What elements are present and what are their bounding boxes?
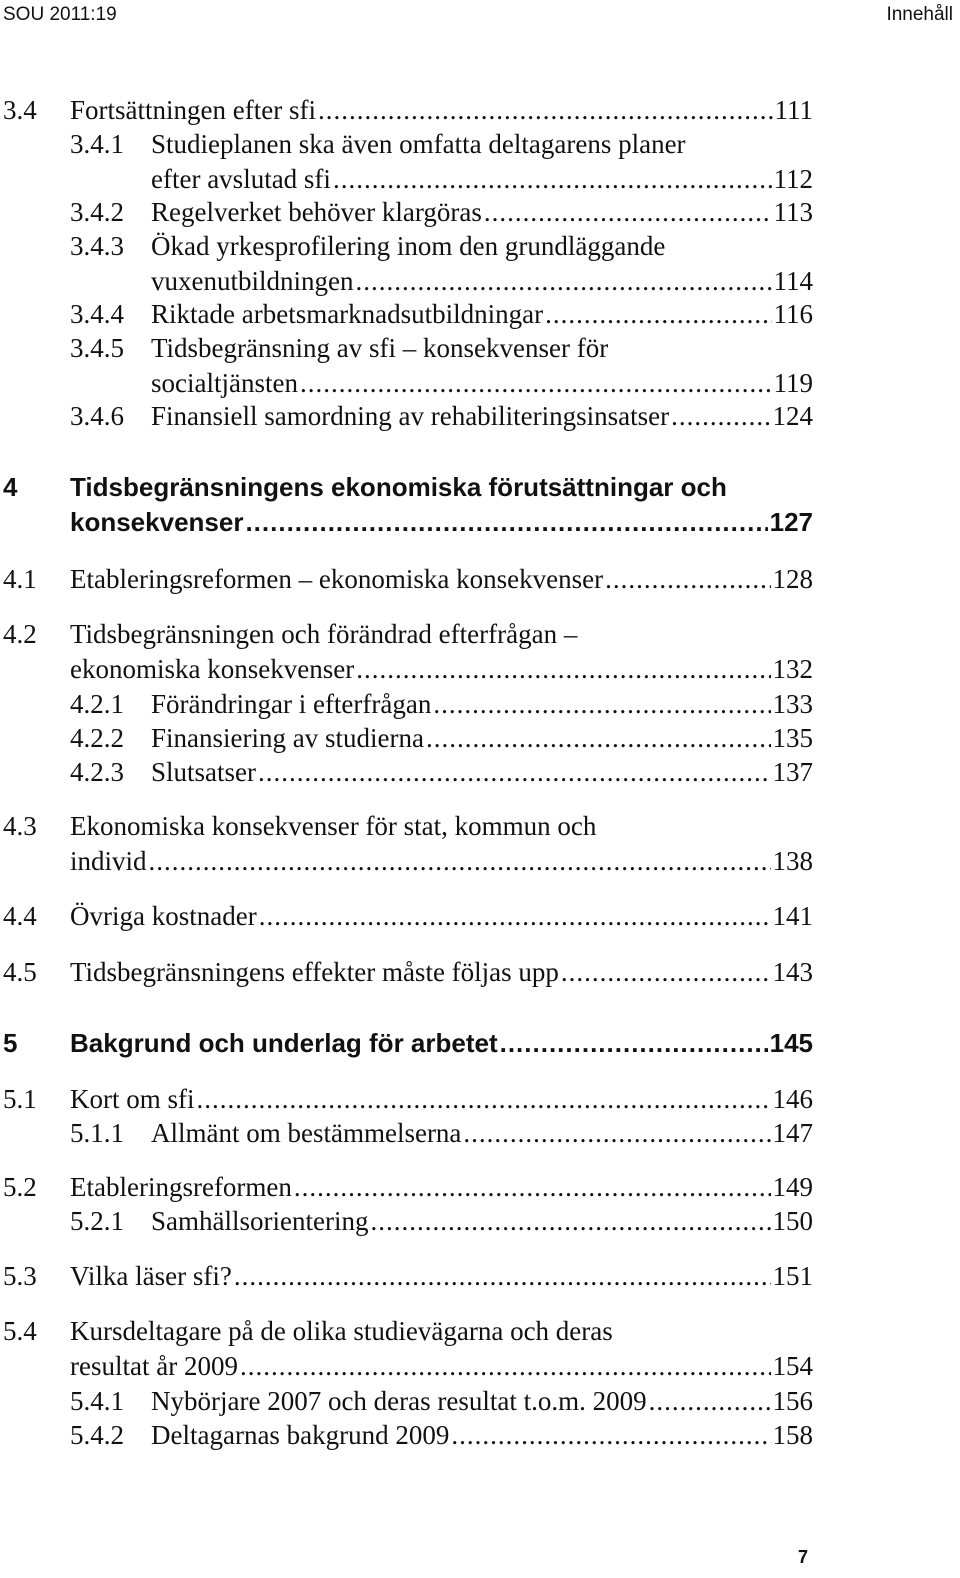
section-page-number: 150 [772,1206,813,1236]
toc-leader-row [70,1259,813,1293]
toc-leader-row [151,1204,813,1238]
section-title: Riktade arbetsmarknadsutbildningar [151,299,544,329]
dot-leader [300,366,772,400]
section-title: Samhällsorientering [151,1206,369,1236]
section-page-number: 137 [772,757,813,787]
section-page-number: 147 [772,1118,813,1148]
toc-leader-row [70,93,813,127]
section-page-number: 133 [772,689,813,719]
dot-leader [426,721,771,755]
toc-leader-row [70,1082,813,1116]
dot-leader [433,687,770,721]
section-page-number: 151 [772,1261,813,1291]
toc-leader-row [151,687,813,721]
section-page-number: 113 [773,197,813,227]
section-number: 5.1.1 [70,1118,124,1148]
dot-leader [605,562,770,596]
section-title: resultat år 2009 [70,1351,238,1381]
section-title: vuxenutbildningen [151,266,354,296]
section-number: 5.2.1 [70,1206,124,1236]
section-title: Tidsbegränsningens effekter måste följas upp [70,957,559,987]
section-number: 4.4 [3,901,37,931]
dot-leader [370,1204,770,1238]
section-page-number: 156 [772,1386,813,1416]
section-title: Övriga kostnader [70,901,257,931]
dot-leader [649,1384,771,1418]
toc-leader-row [151,755,813,789]
section-title: ekonomiska konsekvenser [70,654,355,684]
section-title: Allmänt om bestämmelserna [151,1118,462,1148]
dot-leader [259,899,771,933]
page-number: 7 [798,1547,809,1567]
section-page-number: 158 [772,1420,813,1450]
section-title: socialtjänsten [151,368,298,398]
section-page-number: 143 [772,957,813,987]
section-number: 5.3 [3,1261,37,1291]
section-title: Finansiell samordning av rehabiliteringsinsatser [151,401,670,431]
toc-leader-row [70,505,813,539]
toc-leader-row [151,1384,813,1418]
section-title: Fortsättningen efter sfi [70,95,316,125]
section-title: Etableringsreformen [70,1172,292,1202]
dot-leader [240,1349,771,1383]
section-page-number: 128 [772,564,813,594]
section-title: Finansiering av studierna [151,723,424,753]
section-number: 5.4.1 [70,1386,124,1416]
dot-leader [333,162,772,196]
dot-leader [500,1026,768,1060]
dot-leader [258,755,771,789]
dot-leader [463,1116,770,1150]
section-number: 3.4.6 [70,401,124,431]
section-number: 3.4.3 [70,231,124,261]
section-number: 4 [3,472,18,502]
section-page-number: 145 [769,1028,813,1058]
section-page-number: 116 [773,299,813,329]
section-number: 5.1 [3,1084,37,1114]
section-page-number: 112 [773,164,813,194]
section-name: Innehåll [886,4,953,25]
section-page-number: 132 [772,654,813,684]
toc-leader-row [70,1026,813,1060]
section-title: Slutsatser [151,757,256,787]
section-number: 4.3 [3,811,37,841]
section-title-line: Tidsbegränsningen och förändrad efterfrågan – [70,619,578,649]
section-title: Regelverket behöver klargöras [151,197,482,227]
section-title: Deltagarnas bakgrund 2009 [151,1420,450,1450]
dot-leader [356,652,770,686]
section-title-line: Ökad yrkesprofilering inom den grundläggande [151,231,666,261]
section-title-line: Kursdeltagare på de olika studievägarna och deras [70,1316,613,1346]
dot-leader [671,399,770,433]
section-page-number: 111 [774,95,813,125]
section-title-line: Tidsbegränsning av sfi – konsekvenser för [151,333,609,363]
section-number: 4.2 [3,619,37,649]
section-page-number: 149 [772,1172,813,1202]
section-page-number: 138 [772,846,813,876]
toc-leader-row [151,1418,813,1452]
section-page-number: 114 [773,266,813,296]
section-number: 4.5 [3,957,37,987]
dot-leader [545,297,771,331]
section-number: 3.4.5 [70,333,124,363]
section-number: 4.2.1 [70,689,124,719]
report-id: SOU 2011:19 [3,4,117,25]
section-number: 4.2.2 [70,723,124,753]
dot-leader [355,264,771,298]
section-number: 4.2.3 [70,757,124,787]
toc-leader-row [70,1170,813,1204]
toc-leader-row [151,366,813,400]
dot-leader [149,844,771,878]
section-title: efter avslutad sfi [151,164,331,194]
toc-leader-row [70,899,813,933]
toc-leader-row [151,162,813,196]
section-page-number: 135 [772,723,813,753]
section-number: 4.1 [3,564,37,594]
section-title-line: Ekonomiska konsekvenser för stat, kommun och [70,811,597,841]
toc-leader-row [70,652,813,686]
section-title: Kort om sfi [70,1084,195,1114]
toc-leader-row [151,1116,813,1150]
toc-leader-row [151,721,813,755]
toc-leader-row [70,955,813,989]
section-title: individ [70,846,147,876]
dot-leader [318,93,773,127]
section-number: 5.4 [3,1316,37,1346]
dot-leader [451,1418,770,1452]
dot-leader [245,505,767,539]
toc-leader-row [70,1349,813,1383]
section-number: 5.2 [3,1172,37,1202]
section-title-line: Tidsbegränsningens ekonomiska förutsättningar och [70,472,727,502]
toc-leader-row [151,297,813,331]
section-page-number: 119 [773,368,813,398]
section-number: 5 [3,1028,18,1058]
section-page-number: 124 [772,401,813,431]
dot-leader [294,1170,771,1204]
dot-leader [234,1259,771,1293]
section-number: 3.4.1 [70,129,124,159]
dot-leader [561,955,771,989]
section-title-line: Studieplanen ska även omfatta deltagarens planer [151,129,686,159]
toc-leader-row [70,562,813,596]
dot-leader [197,1082,771,1116]
section-number: 3.4.4 [70,299,124,329]
section-number: 5.4.2 [70,1420,124,1450]
section-number: 3.4 [3,95,37,125]
section-title: Förändringar i efterfrågan [151,689,432,719]
toc-leader-row [70,844,813,878]
section-title: konsekvenser [70,507,244,537]
section-page-number: 141 [772,901,813,931]
section-title: Etableringsreformen – ekonomiska konsekvenser [70,564,604,594]
section-page-number: 154 [772,1351,813,1381]
toc-leader-row [151,399,813,433]
section-page-number: 127 [769,507,813,537]
dot-leader [484,195,772,229]
section-number: 3.4.2 [70,197,124,227]
toc-leader-row [151,195,813,229]
page-header [0,2,960,32]
section-title: Bakgrund och underlag för arbetet [70,1028,498,1058]
section-title: Nybörjare 2007 och deras resultat t.o.m. 2009 [151,1386,647,1416]
toc-leader-row [151,264,813,298]
section-title: Vilka läser sfi? [70,1261,232,1291]
section-page-number: 146 [772,1084,813,1114]
